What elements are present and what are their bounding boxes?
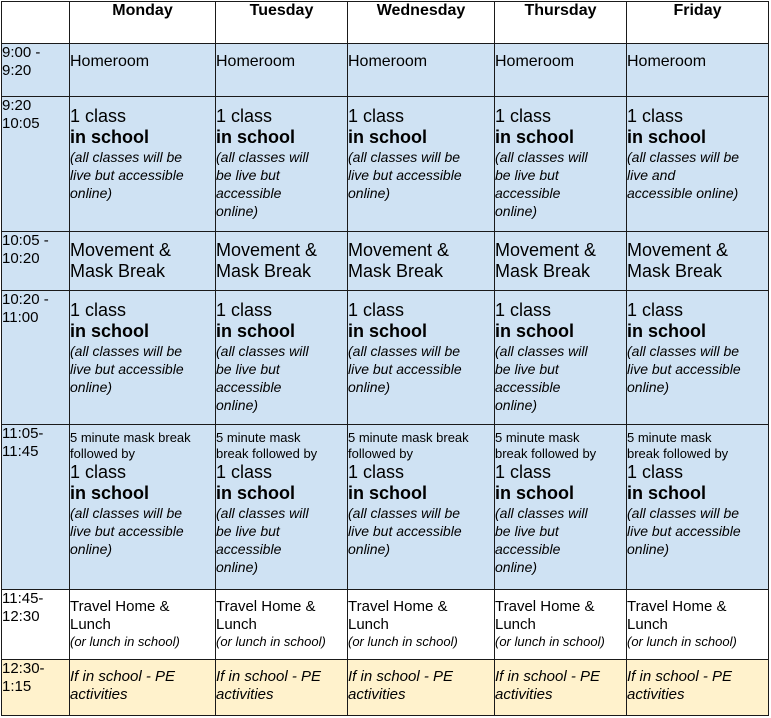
cell-wednesday: [348, 590, 495, 660]
note-line: (all classes will: [495, 149, 588, 165]
class-count: 1 class: [348, 300, 405, 320]
class-note: [495, 504, 626, 576]
class-location: in school: [348, 483, 428, 503]
mask-break-note: [627, 430, 768, 462]
class-count: 1 class: [348, 106, 405, 126]
pe-label: [216, 660, 347, 704]
pe-label: [495, 660, 626, 704]
time-start: 9:20: [2, 97, 32, 114]
label-line: Movement &: [495, 240, 597, 260]
class-note: [348, 342, 494, 396]
cell-monday: [70, 425, 216, 590]
label-line: activities: [627, 686, 685, 703]
class-location: in school: [495, 127, 575, 147]
note-line: (all classes will be: [70, 149, 183, 165]
class-count: 1 class: [216, 106, 273, 126]
time-start: 10:20 -: [2, 291, 49, 308]
note-line: online): [495, 203, 538, 219]
time-end: 9:20: [2, 62, 32, 79]
note-line: break followed by: [216, 446, 318, 461]
note-line: online): [216, 203, 259, 219]
label-line: If in school - PE: [348, 668, 454, 685]
note-line: (all classes will: [495, 343, 588, 359]
cell-wednesday: [348, 660, 495, 716]
class-location: in school: [627, 483, 707, 503]
travel-label: Travel Home &: [70, 598, 170, 615]
label-line: Mask Break: [216, 261, 312, 281]
note-line: (all classes will: [216, 505, 309, 521]
cell-thursday: [495, 97, 627, 232]
row-movement: [2, 232, 769, 291]
class-location: in school: [216, 321, 296, 341]
note-line: online): [627, 379, 670, 395]
activity-label: [216, 232, 347, 282]
activity-label: [70, 232, 215, 282]
label-line: Movement &: [348, 240, 450, 260]
note-line: (all classes will: [216, 343, 309, 359]
row-pe: [2, 660, 769, 716]
class-count: 1 class: [495, 106, 552, 126]
class-location: in school: [348, 321, 428, 341]
label-line: Mask Break: [348, 261, 444, 281]
note-line: (all classes will be: [70, 343, 183, 359]
class-note: [348, 148, 494, 202]
note-line: (all classes will be: [348, 505, 461, 521]
cell-wednesday: [348, 232, 495, 291]
note-line: online): [348, 379, 391, 395]
label-line: Mask Break: [495, 261, 591, 281]
note-line: online): [216, 397, 259, 413]
class-count: 1 class: [216, 462, 273, 482]
note-line: followed by: [348, 446, 414, 461]
travel-note: (or lunch in school): [495, 634, 605, 649]
note-line: live but accessible: [348, 361, 462, 377]
day-header-tuesday: Tuesday: [216, 2, 348, 44]
cell-monday: [70, 232, 216, 291]
class-count: 1 class: [70, 300, 127, 320]
note-line: break followed by: [495, 446, 597, 461]
note-line: live but accessible: [70, 361, 184, 377]
activity-label: Homeroom: [627, 53, 707, 70]
header-row: [2, 2, 769, 44]
mask-break-note: [495, 430, 626, 462]
class-location: in school: [216, 127, 296, 147]
class-location: in school: [216, 483, 296, 503]
note-line: online): [627, 541, 670, 557]
travel-note: (or lunch in school): [627, 634, 737, 649]
note-line: (all classes will be: [627, 343, 740, 359]
note-line: be live but: [216, 167, 280, 183]
cell-tuesday: [216, 97, 348, 232]
note-line: (all classes will be: [70, 505, 183, 521]
cell-friday: [627, 232, 769, 291]
class-note: [627, 342, 768, 396]
cell-friday: [627, 97, 769, 232]
note-line: (all classes will: [495, 505, 588, 521]
note-line: be live but: [216, 523, 280, 539]
note-line: break followed by: [627, 446, 729, 461]
label-line: Mask Break: [70, 261, 166, 281]
label-line: Mask Break: [627, 261, 723, 281]
note-line: be live but: [216, 361, 280, 377]
class-note: [216, 504, 347, 576]
note-line: accessible online): [627, 185, 739, 201]
note-line: 5 minute mask: [216, 430, 301, 445]
note-line: 5 minute mask: [495, 430, 580, 445]
cell-thursday: [495, 590, 627, 660]
class-note: [627, 504, 768, 558]
label-line: Movement &: [216, 240, 318, 260]
time-cell: [2, 590, 70, 660]
class-count: 1 class: [627, 106, 684, 126]
day-header-monday: Monday: [70, 2, 216, 44]
time-start: 12:30-: [2, 660, 45, 677]
note-line: accessible: [216, 541, 282, 557]
note-line: live but accessible: [70, 167, 184, 183]
label-line: activities: [70, 686, 128, 703]
row-travel: [2, 590, 769, 660]
mask-break-note: [216, 430, 347, 462]
class-note: [348, 504, 494, 558]
class-note: [627, 148, 768, 202]
note-line: (all classes will be: [348, 343, 461, 359]
time-cell: [2, 44, 70, 97]
travel-label: Travel Home &: [216, 598, 316, 615]
cell-tuesday: [216, 232, 348, 291]
row-class-3: [2, 425, 769, 590]
note-line: be live but: [495, 167, 559, 183]
class-count: 1 class: [70, 462, 127, 482]
note-line: live but accessible: [627, 361, 741, 377]
cell-thursday: [495, 660, 627, 716]
travel-label: Travel Home &: [495, 598, 595, 615]
class-note: [216, 342, 347, 414]
cell-friday: [627, 44, 769, 97]
note-line: (all classes will be: [348, 149, 461, 165]
note-line: accessible: [495, 541, 561, 557]
row-homeroom: [2, 44, 769, 97]
cell-thursday: [495, 232, 627, 291]
label-line: If in school - PE: [216, 668, 322, 685]
note-line: (all classes will: [216, 149, 309, 165]
time-start: 11:45-: [2, 590, 44, 607]
cell-thursday: [495, 291, 627, 425]
cell-wednesday: [348, 425, 495, 590]
pe-label: [627, 660, 768, 704]
note-line: online): [70, 379, 113, 395]
cell-friday: [627, 660, 769, 716]
class-location: in school: [495, 321, 575, 341]
cell-friday: [627, 425, 769, 590]
activity-label: [627, 232, 768, 282]
cell-wednesday: [348, 44, 495, 97]
class-location: in school: [495, 483, 575, 503]
class-note: [495, 342, 626, 414]
time-end: 12:30: [2, 608, 40, 625]
cell-monday: [70, 660, 216, 716]
cell-friday: [627, 590, 769, 660]
label-line: Movement &: [627, 240, 729, 260]
cell-monday: [70, 44, 216, 97]
label-line: activities: [495, 686, 553, 703]
cell-thursday: [495, 44, 627, 97]
travel-label-2: Lunch: [348, 616, 389, 633]
time-end: 10:20: [2, 250, 40, 267]
note-line: live and: [627, 167, 676, 183]
class-note: [495, 148, 626, 220]
row-class-1: [2, 97, 769, 232]
note-line: live but accessible: [348, 167, 462, 183]
class-count: 1 class: [627, 300, 684, 320]
class-location: in school: [70, 321, 150, 341]
activity-label: [348, 232, 494, 282]
time-end: 1:15: [2, 678, 32, 695]
mask-break-note: [348, 430, 494, 462]
time-end: 10:05: [2, 115, 40, 132]
cell-monday: [70, 291, 216, 425]
day-header-wednesday: Wednesday: [348, 2, 495, 44]
note-line: 5 minute mask break: [348, 430, 469, 445]
activity-label: Homeroom: [70, 53, 150, 70]
note-line: be live but: [495, 361, 559, 377]
time-start: 10:05 -: [2, 232, 49, 249]
label-line: activities: [216, 686, 274, 703]
note-line: live but accessible: [627, 523, 741, 539]
note-line: live but accessible: [348, 523, 462, 539]
note-line: live but accessible: [70, 523, 184, 539]
note-line: online): [70, 185, 113, 201]
travel-note: (or lunch in school): [348, 634, 458, 649]
travel-label-2: Lunch: [627, 616, 668, 633]
class-location: in school: [627, 321, 707, 341]
travel-label: Travel Home &: [627, 598, 727, 615]
travel-note: (or lunch in school): [70, 634, 180, 649]
label-line: activities: [348, 686, 406, 703]
note-line: be live but: [495, 523, 559, 539]
cell-tuesday: [216, 291, 348, 425]
cell-wednesday: [348, 97, 495, 232]
cell-friday: [627, 291, 769, 425]
note-line: online): [348, 541, 391, 557]
row-class-2: [2, 291, 769, 425]
note-line: online): [495, 559, 538, 575]
note-line: (all classes will be: [627, 149, 740, 165]
cell-tuesday: [216, 660, 348, 716]
class-count: 1 class: [495, 300, 552, 320]
schedule-table: [1, 1, 769, 716]
class-note: [216, 148, 347, 220]
time-end: 11:45: [2, 443, 39, 460]
time-start: 9:00 -: [2, 44, 41, 61]
label-line: If in school - PE: [70, 668, 176, 685]
class-count: 1 class: [627, 462, 684, 482]
label-line: Movement &: [70, 240, 172, 260]
note-line: accessible: [495, 379, 561, 395]
class-note: [70, 504, 215, 558]
activity-label: Homeroom: [216, 53, 296, 70]
cell-monday: [70, 97, 216, 232]
cell-monday: [70, 590, 216, 660]
activity-label: [495, 232, 626, 282]
time-cell: [2, 232, 70, 291]
mask-break-note: [70, 430, 215, 462]
note-line: (all classes will be: [627, 505, 740, 521]
label-line: If in school - PE: [495, 668, 601, 685]
class-location: in school: [70, 483, 150, 503]
travel-label: Travel Home &: [348, 598, 448, 615]
note-line: online): [348, 185, 391, 201]
note-line: accessible: [216, 185, 282, 201]
note-line: online): [70, 541, 113, 557]
pe-label: [70, 660, 215, 704]
note-line: accessible: [495, 185, 561, 201]
class-count: 1 class: [348, 462, 405, 482]
class-location: in school: [70, 127, 150, 147]
class-count: 1 class: [495, 462, 552, 482]
note-line: 5 minute mask break: [70, 430, 191, 445]
class-count: 1 class: [70, 106, 127, 126]
cell-thursday: [495, 425, 627, 590]
time-end: 11:00: [2, 309, 39, 326]
time-cell: [2, 660, 70, 716]
note-line: followed by: [70, 446, 136, 461]
time-cell: [2, 291, 70, 425]
travel-label-2: Lunch: [495, 616, 536, 633]
note-line: accessible: [216, 379, 282, 395]
day-header-friday: Friday: [627, 2, 769, 44]
cell-tuesday: [216, 44, 348, 97]
travel-label-2: Lunch: [216, 616, 257, 633]
label-line: If in school - PE: [627, 668, 733, 685]
day-header-thursday: Thursday: [495, 2, 627, 44]
note-line: online): [216, 559, 259, 575]
time-cell: [2, 97, 70, 232]
class-note: [70, 342, 215, 396]
class-location: in school: [627, 127, 707, 147]
note-line: 5 minute mask: [627, 430, 712, 445]
class-count: 1 class: [216, 300, 273, 320]
cell-tuesday: [216, 425, 348, 590]
time-start: 11:05-: [2, 425, 44, 442]
cell-wednesday: [348, 291, 495, 425]
corner-cell: [2, 2, 70, 44]
travel-note: (or lunch in school): [216, 634, 326, 649]
class-note: [70, 148, 215, 202]
class-location: in school: [348, 127, 428, 147]
note-line: online): [495, 397, 538, 413]
time-cell: [2, 425, 70, 590]
activity-label: Homeroom: [495, 53, 575, 70]
travel-label-2: Lunch: [70, 616, 111, 633]
pe-label: [348, 660, 494, 704]
cell-tuesday: [216, 590, 348, 660]
activity-label: Homeroom: [348, 53, 428, 70]
